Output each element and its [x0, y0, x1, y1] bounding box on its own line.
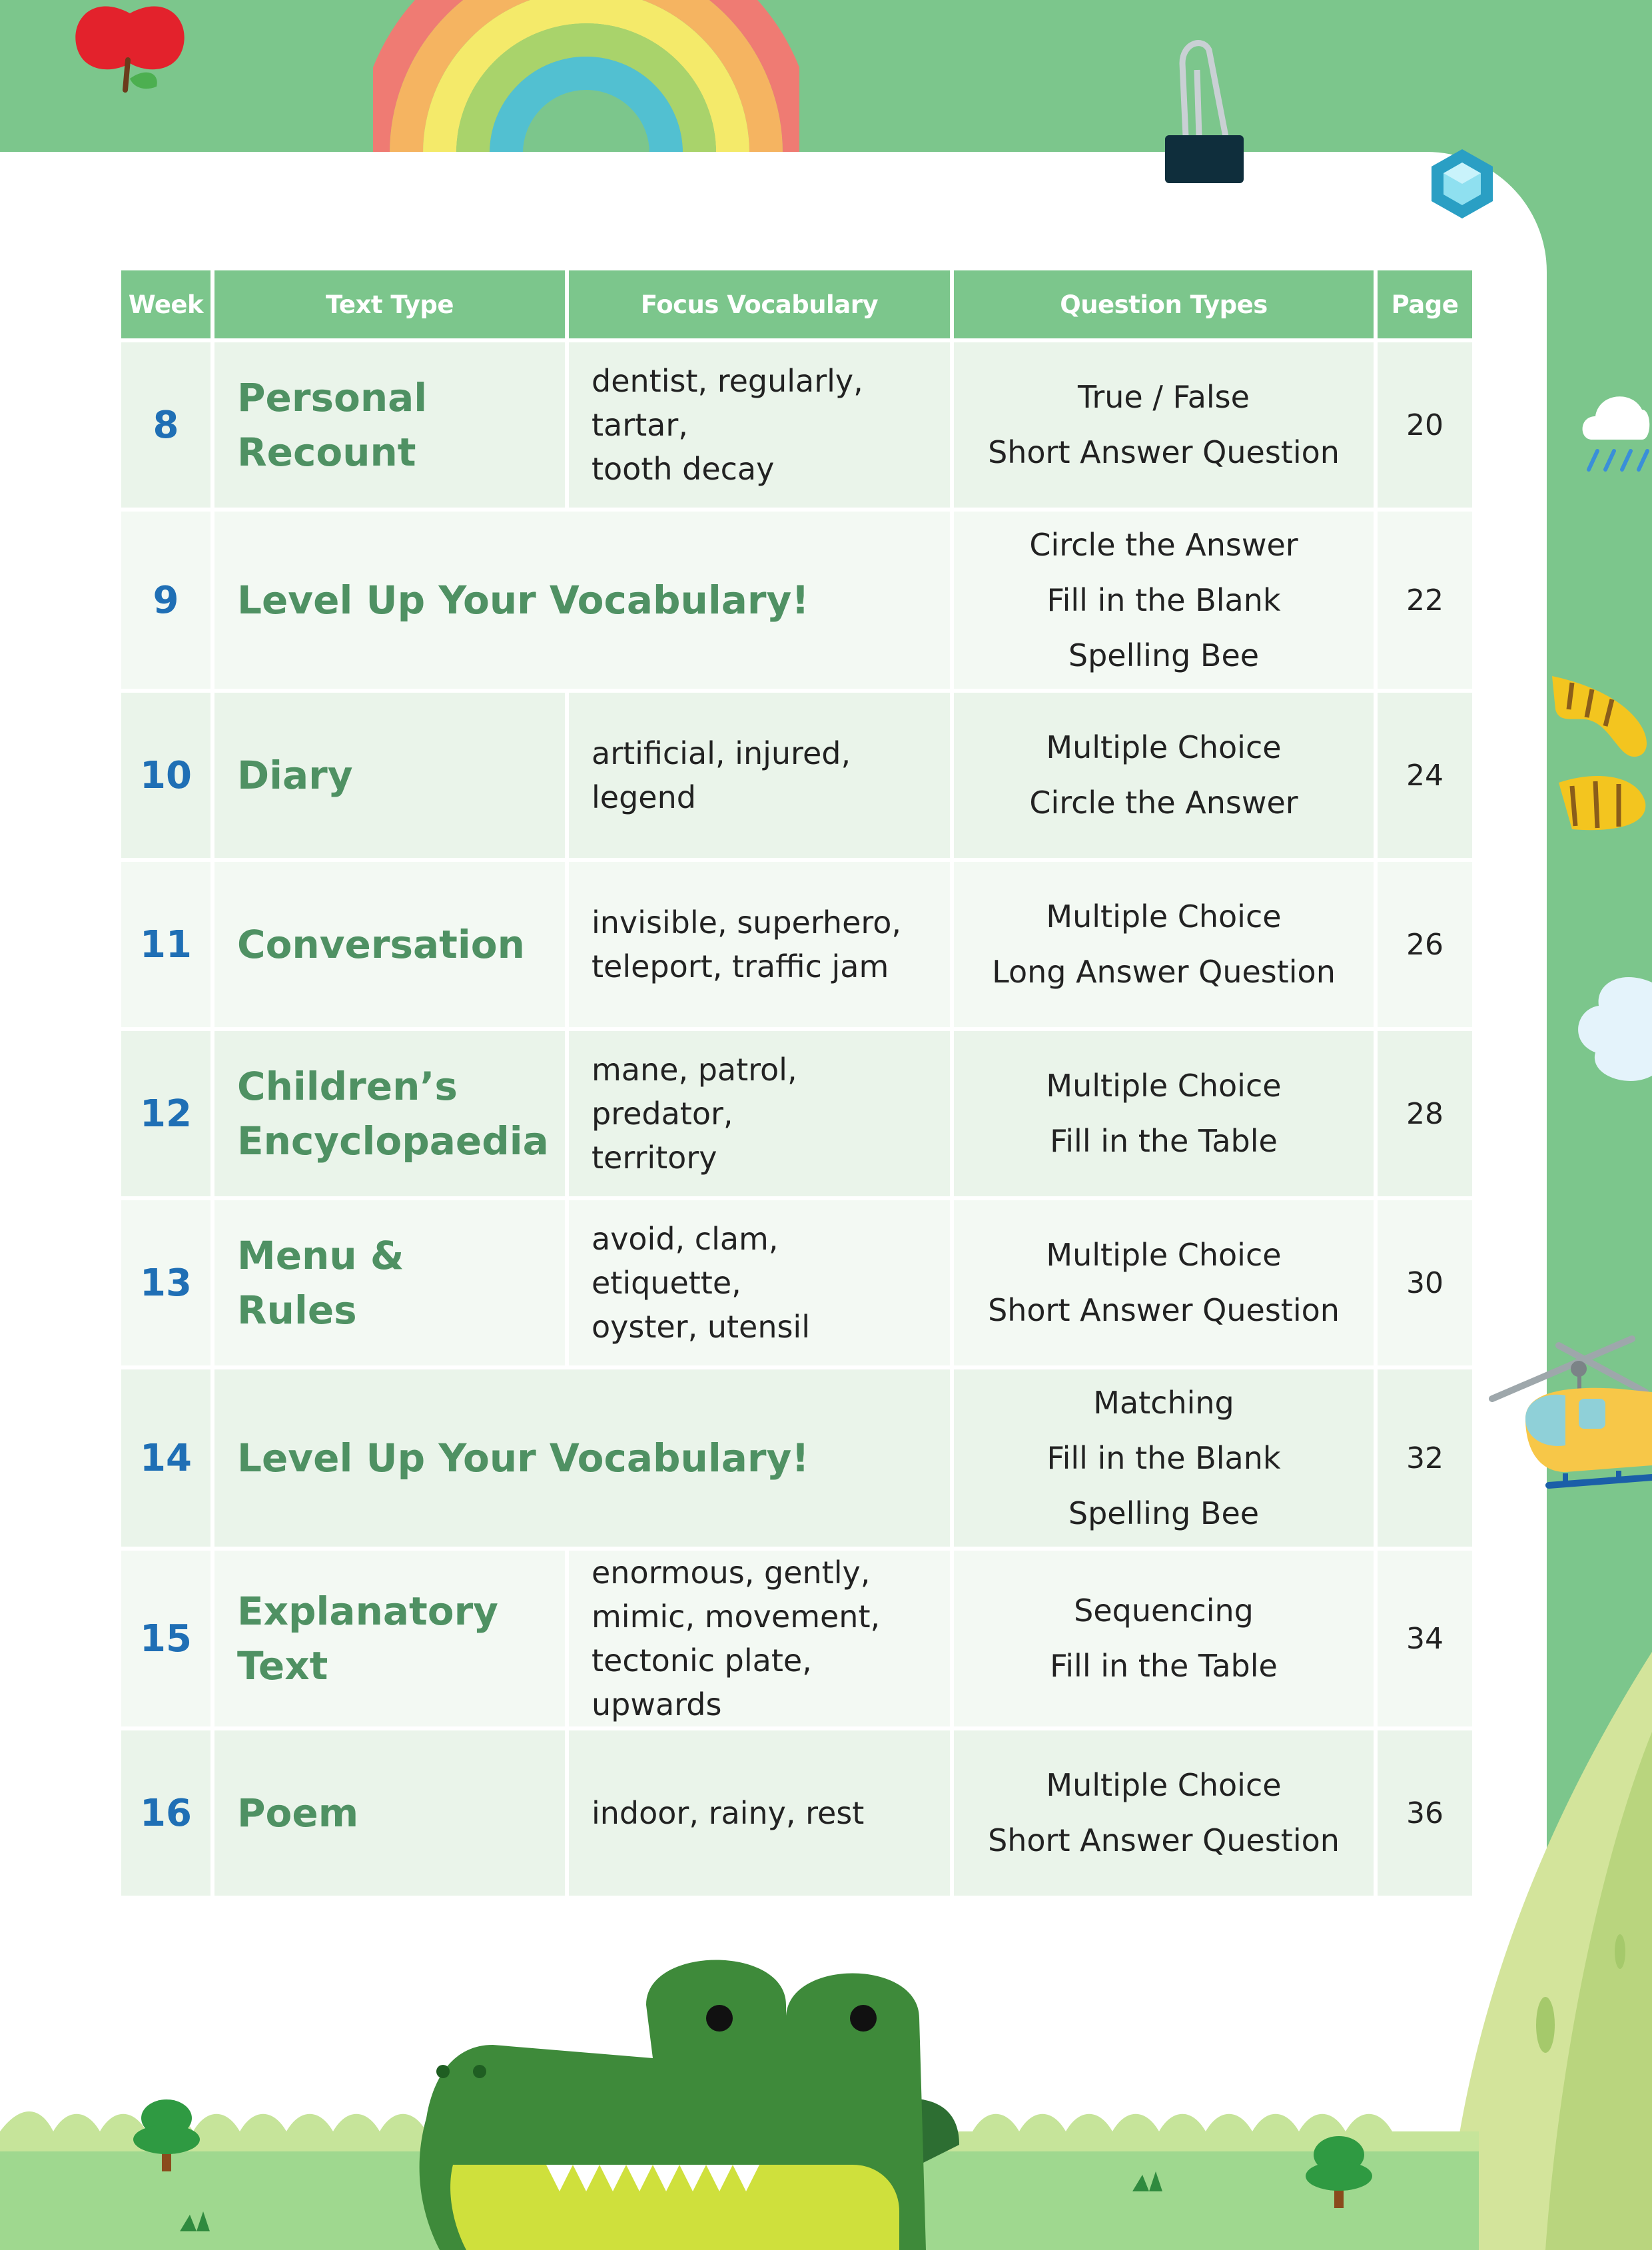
tree-icon — [130, 2098, 203, 2171]
focus-vocabulary: mane, patrol, predator, territory — [567, 1029, 952, 1198]
focus-vocabulary: avoid, clam, etiquette, oyster, utensil — [567, 1198, 952, 1367]
text-type: Personal Recount — [212, 340, 567, 510]
page-number: 20 — [1376, 340, 1474, 510]
text-type: Conversation — [212, 860, 567, 1029]
gem-icon — [1429, 148, 1495, 221]
header-page: Page — [1376, 268, 1474, 340]
text-type: Diary — [212, 691, 567, 860]
table-row — [119, 691, 1474, 860]
header-question-types: Question Types — [952, 268, 1376, 340]
table-row — [119, 1549, 1474, 1728]
week-number: 11 — [119, 860, 212, 1029]
schedule-table — [117, 266, 1476, 1900]
question-types: Multiple Choice Short Answer Question — [952, 1198, 1376, 1367]
question-types: Sequencing Fill in the Table — [952, 1549, 1376, 1728]
table-row — [119, 860, 1474, 1029]
rain-cloud-icon — [1579, 376, 1652, 483]
text-type: Children’s Encyclopaedia — [212, 1029, 567, 1198]
table-row — [119, 1198, 1474, 1367]
focus-vocabulary: artificial, injured, legend — [567, 691, 952, 860]
page-number: 22 — [1376, 510, 1474, 691]
text-type: Menu & Rules — [212, 1198, 567, 1367]
week-number: 12 — [119, 1029, 212, 1198]
page-number: 26 — [1376, 860, 1474, 1029]
week-number: 8 — [119, 340, 212, 510]
header-focus-vocabulary: Focus Vocabulary — [567, 268, 952, 340]
focus-vocabulary: indoor, rainy, rest — [567, 1728, 952, 1898]
page-number: 28 — [1376, 1029, 1474, 1198]
tiger-tail-icon — [1545, 669, 1652, 836]
question-types: True / False Short Answer Question — [952, 340, 1376, 510]
text-type: Level Up Your Vocabulary! — [212, 1367, 952, 1549]
week-number: 16 — [119, 1728, 212, 1898]
table-row — [119, 1367, 1474, 1549]
header-week: Week — [119, 268, 212, 340]
text-type: Level Up Your Vocabulary! — [212, 510, 952, 691]
question-types: Multiple Choice Long Answer Question — [952, 860, 1376, 1029]
table-row — [119, 1728, 1474, 1898]
page-number: 32 — [1376, 1367, 1474, 1549]
question-types: Matching Fill in the Blank Spelling Bee — [952, 1367, 1376, 1549]
header-text-type: Text Type — [212, 268, 567, 340]
question-types: Multiple Choice Circle the Answer — [952, 691, 1376, 860]
helicopter-icon — [1485, 1325, 1652, 1505]
apple-icon — [67, 0, 193, 93]
cloud-icon — [1569, 969, 1652, 1089]
week-number: 15 — [119, 1549, 212, 1728]
focus-vocabulary: dentist, regularly, tartar, tooth decay — [567, 340, 952, 510]
table-row — [119, 340, 1474, 510]
page-number: 24 — [1376, 691, 1474, 860]
question-types: Multiple Choice Fill in the Table — [952, 1029, 1376, 1198]
rainbow-icon — [373, 0, 799, 153]
week-number: 13 — [119, 1198, 212, 1367]
focus-vocabulary: invisible, superhero, teleport, traffic jam — [567, 860, 952, 1029]
page-number: 34 — [1376, 1549, 1474, 1728]
question-types: Circle the Answer Fill in the Blank Spelling Bee — [952, 510, 1376, 691]
week-number: 10 — [119, 691, 212, 860]
page-number: 36 — [1376, 1728, 1474, 1898]
week-number: 9 — [119, 510, 212, 691]
crocodile-icon — [413, 1945, 1039, 2250]
week-number: 14 — [119, 1367, 212, 1549]
header-row — [119, 268, 1474, 340]
table-row — [119, 1029, 1474, 1198]
question-types: Multiple Choice Short Answer Question — [952, 1728, 1376, 1898]
text-type: Poem — [212, 1728, 567, 1898]
tree-icon — [1302, 2135, 1376, 2208]
table-row — [119, 510, 1474, 691]
text-type: Explanatory Text — [212, 1549, 567, 1728]
binder-clip-icon — [1162, 37, 1249, 187]
focus-vocabulary: enormous, gently, mimic, movement, tectonic plate, upwards — [567, 1549, 952, 1728]
page-number: 30 — [1376, 1198, 1474, 1367]
